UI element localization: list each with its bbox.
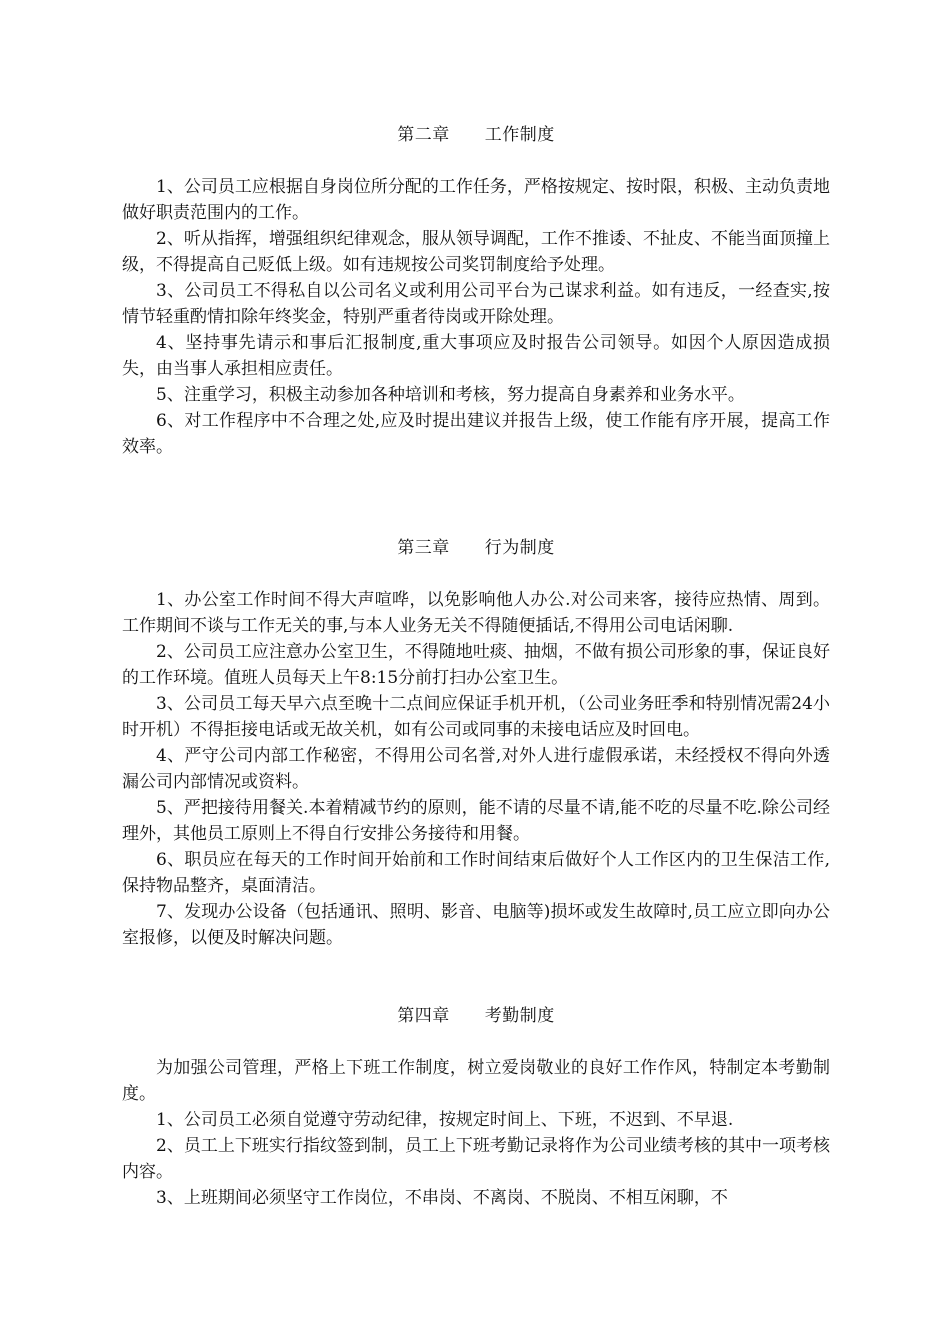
chapter-2-paragraph-3: 3、公司员工不得私自以公司名义或利用公司平台为己谋求利益。如有违反，一经查实,按情节轻重酌情扣除年终奖金，特别严重者待岗或开除处理。: [122, 281, 830, 327]
chapter-4-paragraph-3: 3、上班期间必须坚守工作岗位，不串岗、不离岗、不脱岗、不相互闲聊，不: [156, 1188, 728, 1208]
chapter-2-heading: 第二章 工作制度: [397, 125, 555, 145]
document-body: [122, 122, 830, 1211]
chapter-2-paragraph-4: 4、坚持事先请示和事后汇报制度,重大事项应及时报告公司领导。如因个人原因造成损失，由当事人承担相应责任。: [122, 333, 830, 379]
chapter-4-heading: 第四章 考勤制度: [397, 1006, 555, 1026]
spacer: [122, 1029, 830, 1055]
chapter-4-intro: 为加强公司管理，严格上下班工作制度，树立爱岗敬业的良好工作作风，特制定本考勤制度。: [122, 1058, 830, 1104]
spacer: [122, 460, 830, 535]
chapter-3-heading: 第三章 行为制度: [397, 538, 555, 558]
spacer: [122, 951, 830, 1003]
chapter-2-paragraph-2: 2、听从指挥，增强组织纪律观念，服从领导调配，工作不推诿、不扯皮、不能当面顶撞上级，不得提高自己贬低上级。如有违规按公司奖罚制度给予处理。: [122, 229, 830, 275]
chapter-4-paragraph-1: 1、公司员工必须自觉遵守劳动纪律，按规定时间上、下班，不迟到、不早退.: [156, 1110, 734, 1130]
spacer: [122, 148, 830, 174]
chapter-3-paragraph-1: 1、办公室工作时间不得大声喧哗，以免影响他人办公.对公司来客，接待应热情、周到。工作期间不谈与工作无关的事,与本人业务无关不得随便插话,不得用公司电话闲聊.: [122, 590, 830, 636]
chapter-3-paragraph-5: 5、严把接待用餐关.本着精减节约的原则，能不请的尽量不请,能不吃的尽量不吃.除公司经理外，其他员工原则上不得自行安排公务接待和用餐。: [122, 798, 830, 844]
chapter-3-paragraph-3: 3、公司员工每天早六点至晚十二点间应保证手机开机，（公司业务旺季和特别情况需24小时开机）不得拒接电话或无故关机，如有公司或同事的未接电话应及时回电。: [122, 694, 830, 740]
chapter-2-paragraph-1: 1、公司员工应根据自身岗位所分配的工作任务，严格按规定、按时限，积极、主动负责地做好职责范围内的工作。: [122, 177, 830, 223]
chapter-3-paragraph-6: 6、职员应在每天的工作时间开始前和工作时间结束后做好个人工作区内的卫生保洁工作,保持物品整齐，桌面清洁。: [122, 850, 830, 896]
chapter-2-paragraph-6: 6、对工作程序中不合理之处,应及时提出建议并报告上级，使工作能有序开展，提高工作效率。: [122, 411, 830, 457]
chapter-3-paragraph-2: 2、公司员工应注意办公室卫生，不得随地吐痰、抽烟，不做有损公司形象的事，保证良好的工作环境。值班人员每天上午8:15分前打扫办公室卫生。: [122, 642, 830, 688]
spacer: [122, 561, 830, 587]
chapter-2-paragraph-5: 5、注重学习，积极主动参加各种培训和考核，努力提高自身素养和业务水平。: [156, 385, 745, 405]
chapter-3-paragraph-7: 7、发现办公设备（包括通讯、照明、影音、电脑等)损坏或发生故障时,员工应立即向办公室报修，以便及时解决问题。: [122, 902, 830, 948]
chapter-4-paragraph-2: 2、员工上下班实行指纹签到制，员工上下班考勤记录将作为公司业绩考核的其中一项考核内容。: [122, 1136, 830, 1182]
chapter-3-paragraph-4: 4、严守公司内部工作秘密，不得用公司名誉,对外人进行虚假承诺，未经授权不得向外透漏公司内部情况或资料。: [122, 746, 830, 792]
